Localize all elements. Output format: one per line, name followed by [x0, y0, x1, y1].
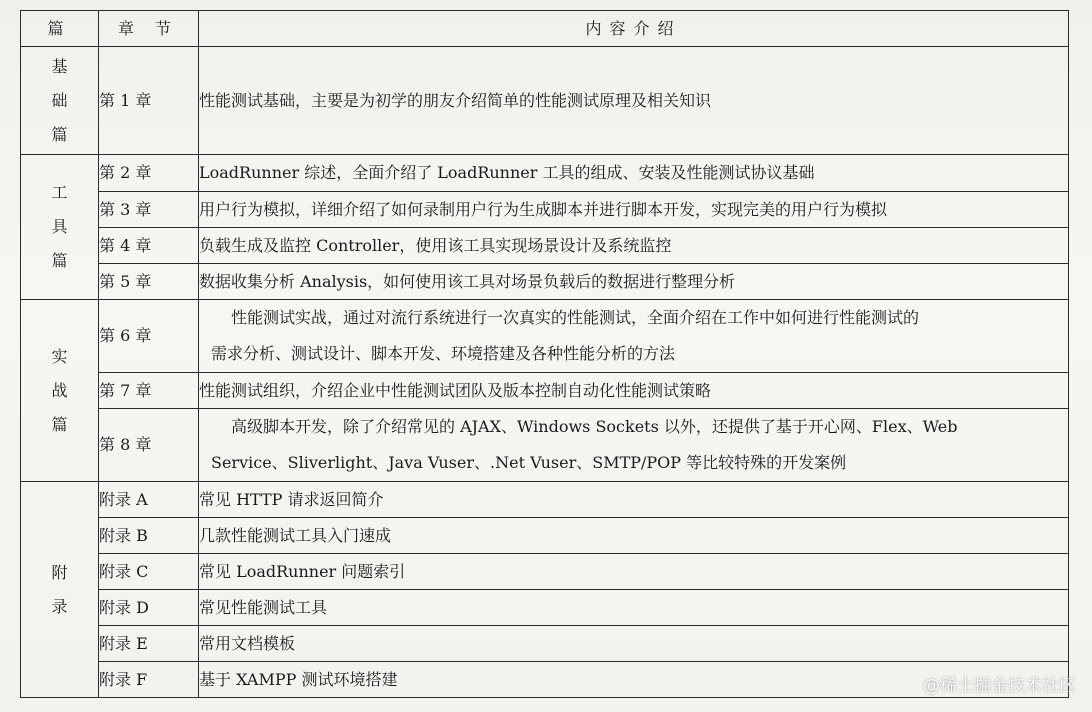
part-label-basics: 基 础 篇 — [21, 47, 99, 155]
chapter-description: 数据收集分析 Analysis，如何使用该工具对场景负载后的数据进行整理分析 — [199, 264, 1069, 300]
chapter-number: 附录 B — [99, 518, 199, 554]
part-label-appendix: 附 录 — [21, 482, 99, 698]
table-row — [21, 47, 1069, 155]
part-label-practice: 实 战 篇 — [21, 300, 99, 482]
header-chapter: 章 节 — [99, 11, 199, 47]
table-row — [21, 626, 1069, 662]
table-row — [21, 300, 1069, 373]
chapter-description: 常用文档模板 — [199, 626, 1069, 662]
chapter-number: 第 5 章 — [99, 264, 199, 300]
chapter-description: 性能测试基础，主要是为初学的朋友介绍简单的性能测试原理及相关知识 — [199, 47, 1069, 155]
chapter-number: 第 6 章 — [99, 300, 199, 373]
chapter-number: 第 8 章 — [99, 409, 199, 482]
contents-table — [20, 10, 1069, 698]
header-part: 篇 — [21, 11, 99, 47]
chapter-description: 基于 XAMPP 测试环境搭建 — [199, 662, 1069, 698]
chapter-number: 第 2 章 — [99, 155, 199, 192]
table-row — [21, 554, 1069, 590]
table-row — [21, 373, 1069, 409]
table-row — [21, 192, 1069, 228]
table-row — [21, 482, 1069, 518]
table-row — [21, 662, 1069, 698]
table-row — [21, 518, 1069, 554]
chapter-description: 性能测试实战，通过对流行系统进行一次真实的性能测试，全面介绍在工作中如何进行性能测试的 需求分析、测试设计、脚本开发、环境搭建及各种性能分析的方法 — [199, 300, 1069, 373]
table-row — [21, 155, 1069, 192]
watermark: @稀土掘金技术社区 — [923, 676, 1076, 696]
table-row — [21, 264, 1069, 300]
chapter-description: 性能测试组织，介绍企业中性能测试团队及版本控制自动化性能测试策略 — [199, 373, 1069, 409]
table-row — [21, 228, 1069, 264]
chapter-description: 几款性能测试工具入门速成 — [199, 518, 1069, 554]
part-label-tools: 工 具 篇 — [21, 155, 99, 300]
table-row — [21, 409, 1069, 482]
chapter-number: 附录 D — [99, 590, 199, 626]
chapter-description: 用户行为模拟，详细介绍了如何录制用户行为生成脚本并进行脚本开发，实现完美的用户行为模拟 — [199, 192, 1069, 228]
header-content: 内容介绍 — [199, 11, 1069, 47]
chapter-number: 附录 C — [99, 554, 199, 590]
chapter-number: 附录 E — [99, 626, 199, 662]
chapter-description: 高级脚本开发，除了介绍常见的 AJAX、Windows Sockets 以外，还提供了基于开心网、Flex、Web Service、Sliverlight、Java Vuser、.Net Vuser、SMTP/POP 等比较特殊的开发案例 — [199, 409, 1069, 482]
chapter-description: 常见性能测试工具 — [199, 590, 1069, 626]
table-header-row — [21, 11, 1069, 47]
chapter-description: 常见 LoadRunner 问题索引 — [199, 554, 1069, 590]
chapter-number: 第 7 章 — [99, 373, 199, 409]
chapter-description: 常见 HTTP 请求返回简介 — [199, 482, 1069, 518]
chapter-description: LoadRunner 综述，全面介绍了 LoadRunner 工具的组成、安装及性能测试协议基础 — [199, 155, 1069, 192]
chapter-description: 负载生成及监控 Controller，使用该工具实现场景设计及系统监控 — [199, 228, 1069, 264]
table-row — [21, 590, 1069, 626]
chapter-number: 第 1 章 — [99, 47, 199, 155]
chapter-number: 第 4 章 — [99, 228, 199, 264]
chapter-number: 第 3 章 — [99, 192, 199, 228]
chapter-number: 附录 A — [99, 482, 199, 518]
chapter-number: 附录 F — [99, 662, 199, 698]
